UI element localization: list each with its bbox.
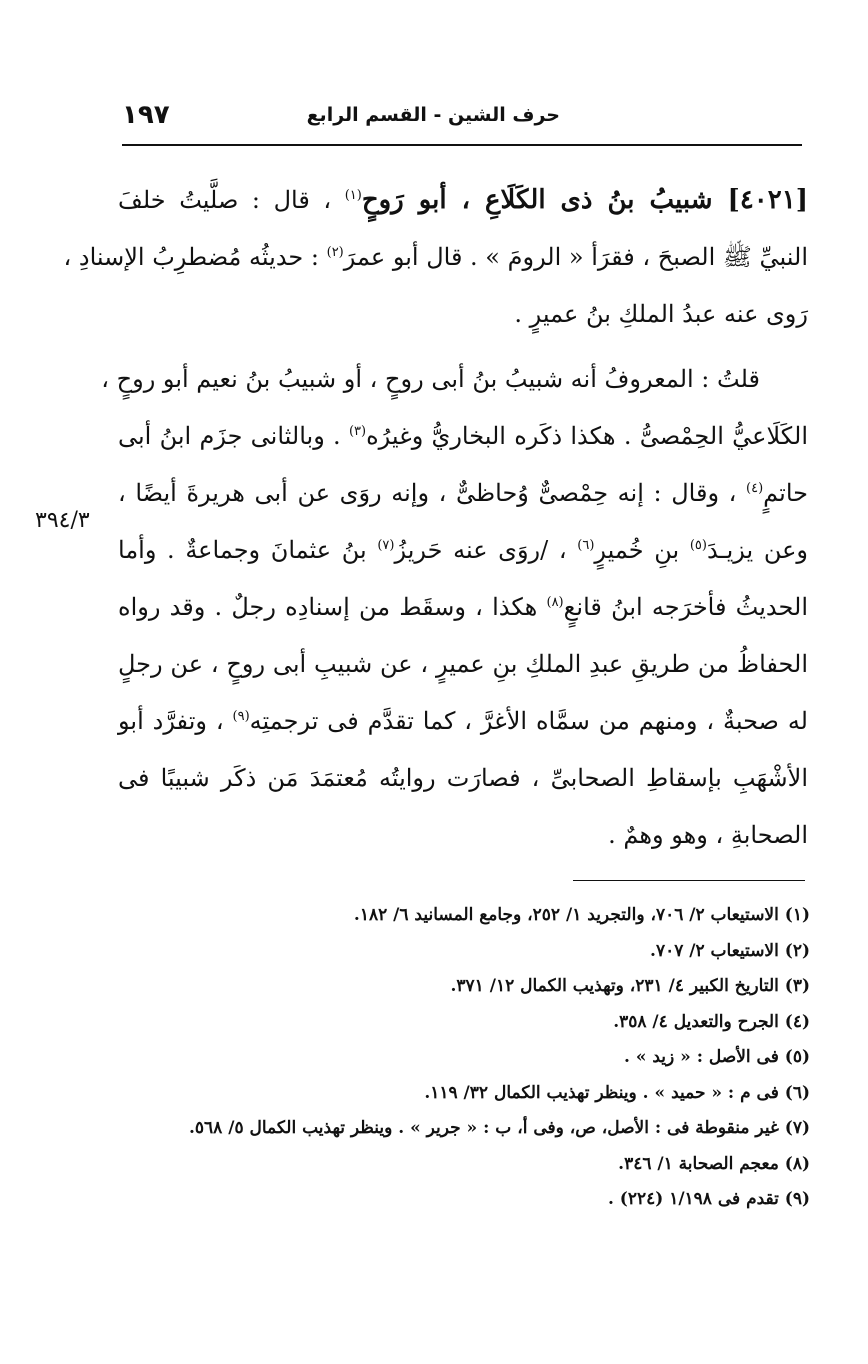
entry-line-2: النبيِّ ﷺ الصبحَ ، فقرَأ « الرومَ » . قال أبو عمرَ$^{(٢)}$ : حديثُه مُضطرِبُ الإسنادِ ،	[63, 243, 808, 271]
footnote-7: (٧) غير منقوطة فى : الأصل، ص، وفى أ، ب : « جرير » . وينظر تهذيب الكمال ٥/ ٥٦٨.	[189, 1118, 810, 1138]
footnote-ref: (٥)	[689, 538, 707, 553]
footnote-ref: (٤)	[746, 481, 764, 496]
footnote-ref: (٩)	[232, 709, 250, 724]
comment-line-7: له صحبةٌ ، ومنهم من سمَّاه الأغرَّ ، كما تقدَّم فى ترجمتِه$^{(٩)}$ ، وتفرَّد أبو	[118, 707, 808, 735]
running-title: حرف الشين - القسم الرابع	[306, 104, 560, 126]
footnote-2: (٢) الاستيعاب ٢/ ٧٠٧.	[650, 940, 810, 961]
footnote-9: (٩) تقدم فى ١/١٩٨ (٢٢٤) .	[607, 1189, 810, 1209]
footnote-rule	[573, 880, 805, 881]
footnote-6: (٦) فى م : « حميد » . وينظر تهذيب الكمال ٣٢/ ١١٩.	[424, 1082, 810, 1103]
footnote-ref: (٧)	[377, 538, 395, 553]
comment-line-2: الكَلَاعيُّ الحِمْصىُّ . هكذا ذكَره البخاريُّ وغيرُه$^{(٣)}$ . وبالثانى جزَم ابنُ أبى	[118, 422, 808, 450]
footnote-1: (١) الاستيعاب ٢/ ٧٠٦، والتجريد ١/ ٢٥٢، وجامع المسانيد ٦/ ١٨٢.	[353, 905, 810, 925]
paragraph-gap	[118, 343, 808, 351]
footnote-ref: (١)	[344, 188, 362, 203]
entry-line-1: [٤٠٢١] شبيبُ بنُ ذى الكَلَاعِ ، أبو رَوحٍ$^{(١)}$ ، قال : صلَّيتُ خلفَ	[118, 185, 808, 215]
comment-line-6: الحفاظُ من طريقِ عبدِ الملكِ بنِ عميرٍ ، عن شبيبِ أبى روحٍ ، عن رجلٍ	[118, 650, 808, 678]
footnote-5: (٥) فى الأصل : « زيد » .	[624, 1047, 810, 1067]
header-rule	[122, 144, 802, 146]
footnote-ref: (٦)	[577, 538, 595, 553]
page-header	[122, 100, 802, 140]
comment-line-4: وعن يزيـدَ$^{(٥)}$ بنِ خُميرٍ$^{(٦)}$ ، /روَى عنه حَريزُ$^{(٧)}$ بنُ عثمانَ وجماعةٌ . وأما	[118, 536, 808, 564]
comment-line-5: الحديثُ فأخرَجه ابنُ قانعٍ$^{(٨)}$ هكذا ، وسقَط من إسنادِه رجلٌ . وقد رواه	[118, 593, 808, 621]
footnote-ref: (٣)	[348, 424, 367, 439]
main-text	[63, 172, 808, 864]
comment-line-1: قلتُ : المعروفُ أنه شبيبُ بنُ أبى روحٍ ، أو شبيبُ بنُ نعيم أبو روحٍ ،	[101, 365, 760, 393]
footnote-ref: (٢)	[326, 245, 344, 260]
margin-page-reference: ٣٩٤/٣	[35, 508, 90, 533]
entry-line-3: رَوى عنه عبدُ الملكِ بنُ عميرٍ .	[514, 300, 808, 328]
comment-line-8: الأشْهَبِ بإسقاطِ الصحابىِّ ، فصارَت روايتُه مُعتمَدَ مَن ذكَر شبيبًا فى	[118, 764, 808, 792]
page-number: ١٩٧	[122, 100, 170, 130]
footnote-4: (٤) الجرح والتعديل ٤/ ٣٥٨.	[613, 1011, 810, 1032]
footnote-3: (٣) التاريخ الكبير ٤/ ٢٣١، وتهذيب الكمال ١٢/ ٣٧١.	[450, 976, 810, 996]
comment-line-3: حاتمٍ$^{(٤)}$ ، وقال : إنه حِمْصىٌّ وُحاظىٌّ ، وإنه روَى عن أبى هريرةَ أيضًا ،	[118, 479, 808, 507]
comment-line-9: الصحابةِ ، وهو وهمٌ .	[608, 821, 808, 849]
footnote-8: (٨) معجم الصحابة ١/ ٣٤٦.	[618, 1153, 810, 1174]
footnotes	[110, 898, 810, 1218]
entry-heading: [٤٠٢١] شبيبُ بنُ ذى الكَلَاعِ ، أبو رَوحٍ	[361, 185, 808, 215]
footnote-ref: (٨)	[546, 595, 564, 610]
